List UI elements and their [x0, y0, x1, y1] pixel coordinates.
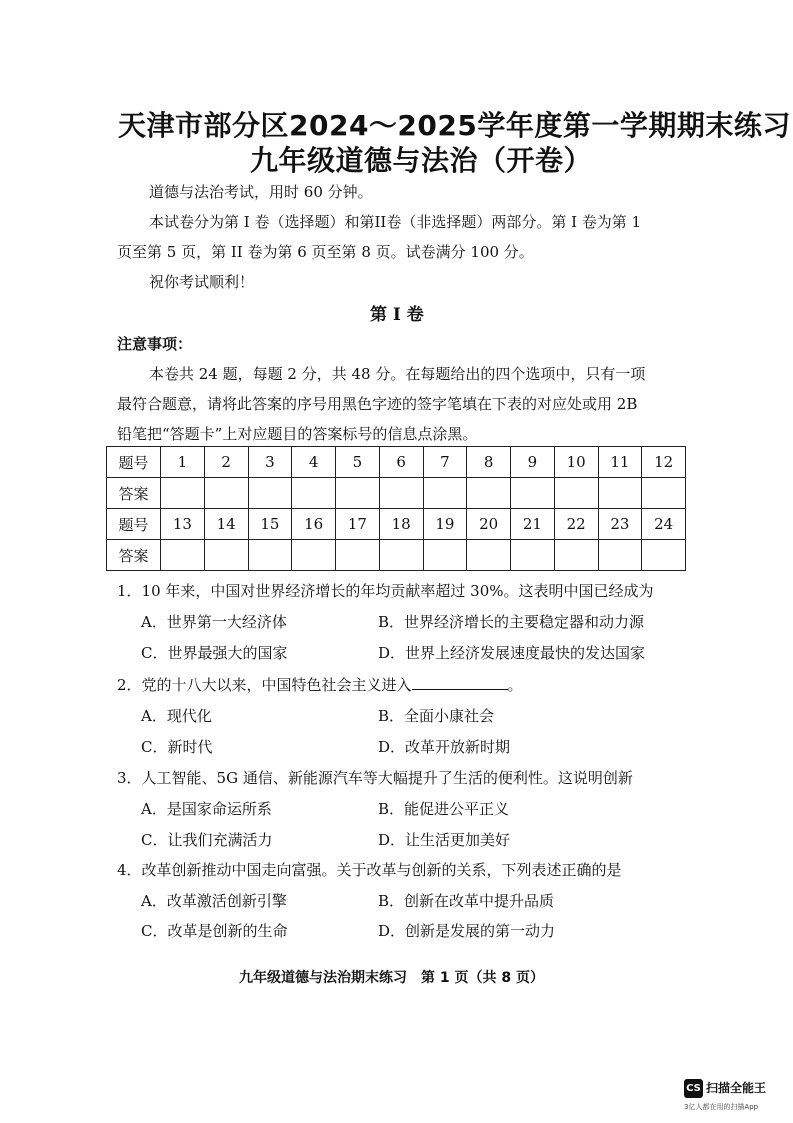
answer-cell[interactable]	[336, 478, 380, 509]
question-2-stem-end: 。	[507, 676, 523, 694]
answer-cell[interactable]	[204, 540, 248, 571]
question-number-cell: 22	[554, 509, 598, 540]
question-number-label: 题号	[107, 447, 161, 478]
question-3-option-b[interactable]: B．能促进公平正义	[378, 800, 510, 818]
answer-cell[interactable]	[423, 540, 467, 571]
answer-cell[interactable]	[292, 540, 336, 571]
question-number-cell: 16	[292, 509, 336, 540]
answer-cell[interactable]	[161, 478, 205, 509]
section-heading: 第 I 卷	[370, 305, 424, 325]
question-number-cell: 9	[511, 447, 555, 478]
answer-cell[interactable]	[204, 478, 248, 509]
notice-line1: 本卷共 24 题，每题 2 分，共 48 分。在每题给出的四个选项中，只有一项	[149, 365, 646, 383]
question-1-option-d[interactable]: D．世界上经济发展速度最快的发达国家	[378, 644, 646, 662]
answer-cell[interactable]	[642, 540, 686, 571]
question-2-stem-text: 2．党的十八大以来，中国特色社会主义进入	[117, 676, 412, 694]
question-number-cell: 2	[204, 447, 248, 478]
question-2-option-a[interactable]: A．现代化	[141, 707, 212, 725]
question-number-cell: 11	[598, 447, 642, 478]
table-row	[107, 540, 686, 571]
answer-cell[interactable]	[161, 540, 205, 571]
answer-cell[interactable]	[511, 540, 555, 571]
question-4-option-a[interactable]: A．改革激活创新引擎	[141, 892, 287, 910]
question-4-option-c[interactable]: C．改革是创新的生命	[141, 922, 288, 940]
question-number-cell: 21	[511, 509, 555, 540]
answer-blank[interactable]	[412, 675, 508, 690]
question-2-option-b[interactable]: B．全面小康社会	[378, 707, 495, 725]
answer-table	[106, 446, 686, 571]
question-number-cell: 19	[423, 509, 467, 540]
intro-structure-line2: 页至第 5 页，第 II 卷为第 6 页至第 8 页。试卷满分 100 分。	[117, 243, 534, 261]
exam-subtitle: 九年级道德与法治（开卷）	[250, 144, 593, 177]
question-2-stem	[117, 674, 523, 695]
question-number-cell: 4	[292, 447, 336, 478]
question-number-label: 题号	[107, 509, 161, 540]
question-2-option-c[interactable]: C．新时代	[141, 738, 213, 756]
question-number-cell: 3	[248, 447, 292, 478]
exam-title: 天津市部分区2024～2025学年度第一学期期末练习	[118, 109, 791, 142]
question-3-option-c[interactable]: C．让我们充满活力	[141, 831, 273, 849]
answer-cell[interactable]	[642, 478, 686, 509]
answer-cell[interactable]	[336, 540, 380, 571]
answer-label: 答案	[107, 540, 161, 571]
question-number-cell: 7	[423, 447, 467, 478]
question-number-cell: 18	[379, 509, 423, 540]
scanner-watermark	[684, 1078, 784, 1114]
question-number-cell: 23	[598, 509, 642, 540]
answer-cell[interactable]	[554, 540, 598, 571]
answer-cell[interactable]	[423, 478, 467, 509]
table-row	[107, 478, 686, 509]
intro-duration: 道德与法治考试，用时 60 分钟。	[149, 183, 373, 201]
answer-cell[interactable]	[598, 540, 642, 571]
question-1-stem: 1．10 年来，中国对世界经济增长的年均贡献率超过 30%。这表明中国已经成为	[117, 582, 654, 600]
question-1-option-c[interactable]: C．世界最强大的国家	[141, 644, 288, 662]
question-number-cell: 17	[336, 509, 380, 540]
question-4-option-b[interactable]: B．创新在改革中提升品质	[378, 892, 555, 910]
answer-cell[interactable]	[467, 540, 511, 571]
answer-cell[interactable]	[467, 478, 511, 509]
notice-line3: 铅笔把“答题卡”上对应题目的答案标号的信息点涂黑。	[117, 425, 478, 443]
watermark-tagline: 3亿人都在用的扫描App	[684, 1103, 759, 1111]
question-number-cell: 12	[642, 447, 686, 478]
answer-cell[interactable]	[379, 478, 423, 509]
question-4-option-d[interactable]: D．创新是发展的第一动力	[378, 922, 556, 940]
question-number-cell: 20	[467, 509, 511, 540]
question-number-cell: 10	[554, 447, 598, 478]
answer-cell[interactable]	[554, 478, 598, 509]
question-number-cell: 14	[204, 509, 248, 540]
question-1-option-b[interactable]: B．世界经济增长的主要稳定器和动力源	[378, 613, 645, 631]
question-4-stem: 4．改革创新推动中国走向富强。关于改革与创新的关系，下列表述正确的是	[117, 861, 622, 879]
question-number-cell: 6	[379, 447, 423, 478]
question-3-option-d[interactable]: D．让生活更加美好	[378, 831, 511, 849]
question-number-cell: 13	[161, 509, 205, 540]
question-3-stem: 3．人工智能、5G 通信、新能源汽车等大幅提升了生活的便利性。这说明创新	[117, 769, 633, 787]
question-number-cell: 1	[161, 447, 205, 478]
table-row	[107, 447, 686, 478]
question-number-cell: 8	[467, 447, 511, 478]
answer-cell[interactable]	[598, 478, 642, 509]
answer-label: 答案	[107, 478, 161, 509]
question-number-cell: 24	[642, 509, 686, 540]
answer-cell[interactable]	[248, 540, 292, 571]
notice-line2: 最符合题意，请将此答案的序号用黑色字迹的签字笔填在下表的对应处或用 2B	[117, 395, 638, 413]
answer-cell[interactable]	[511, 478, 555, 509]
answer-cell[interactable]	[292, 478, 336, 509]
camscanner-logo-icon: CS	[684, 1079, 703, 1098]
question-1-option-a[interactable]: A．世界第一大经济体	[141, 613, 287, 631]
question-number-cell: 15	[248, 509, 292, 540]
answer-cell[interactable]	[379, 540, 423, 571]
question-3-option-a[interactable]: A．是国家命运所系	[141, 800, 272, 818]
table-row	[107, 509, 686, 540]
watermark-app-name: 扫描全能王	[706, 1081, 767, 1095]
intro-structure-line1: 本试卷分为第 I 卷（选择题）和第II卷（非选择题）两部分。第 I 卷为第 1	[149, 213, 642, 231]
notice-label: 注意事项：	[117, 335, 193, 353]
intro-good-luck: 祝你考试顺利！	[149, 273, 255, 291]
question-2-option-d[interactable]: D．改革开放新时期	[378, 738, 511, 756]
question-number-cell: 5	[336, 447, 380, 478]
answer-cell[interactable]	[248, 478, 292, 509]
page-footer: 九年级道德与法治期末练习 第 1 页（共 8 页）	[239, 970, 544, 986]
